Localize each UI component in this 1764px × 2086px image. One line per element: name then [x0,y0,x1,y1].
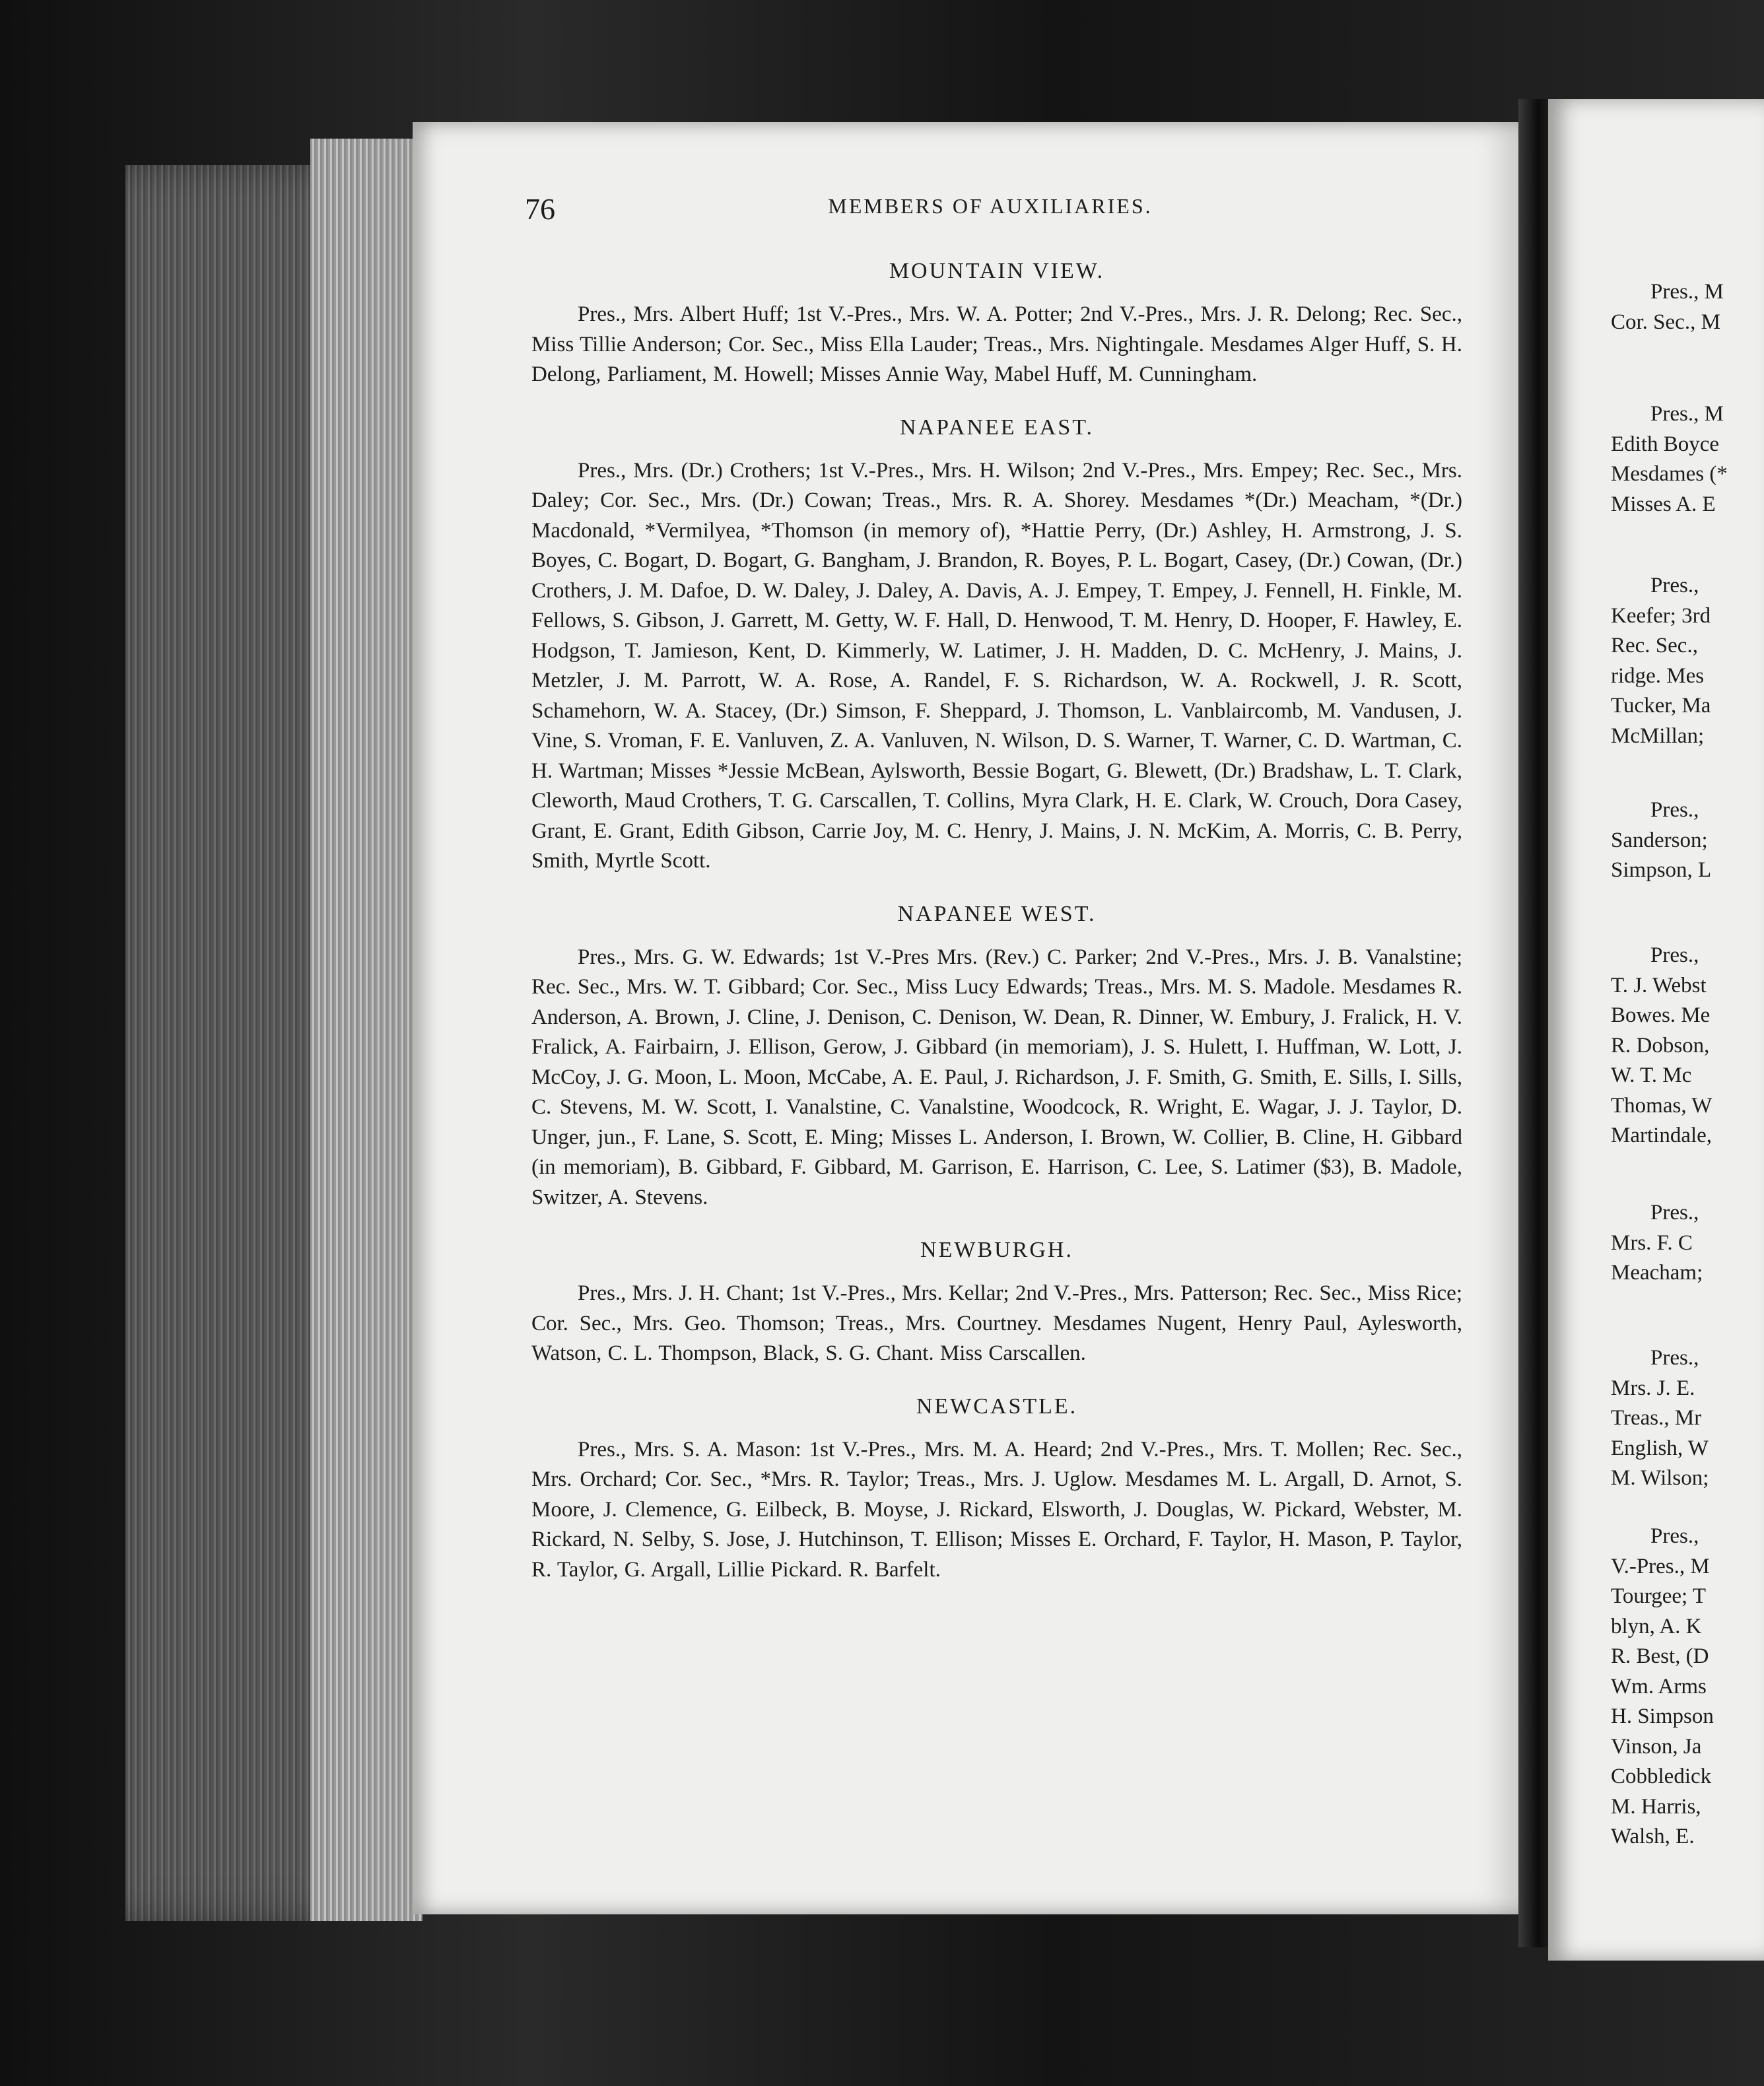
fragment-line: Sanderson; [1611,828,1708,852]
page-content [531,256,1462,1607]
right-page-fragment [1611,399,1764,520]
fragment-line: Meacham; [1611,1261,1703,1285]
fragment-line: Edith Boyce [1611,432,1720,456]
fragment-line: M. Wilson; [1611,1466,1709,1490]
fragment-line: R. Dobson, [1611,1033,1710,1058]
page-number: 76 [525,192,555,226]
section-body: Pres., Mrs. (Dr.) Crothers; 1st V.-Pres., Mrs. H. Wilson; 2nd V.-Pres., Mrs. Empey; Rec. Sec., Mrs. Daley; Cor. Sec., Mrs. (Dr.) Cowan; Treas., Mrs. R. A. Shorey. Mesdames *(Dr.) Meacham, *(Dr.) Macdonald, *Vermilyea, *Thomson (in memory of), *Hattie Perry, (Dr.) Ashley, H. Armstrong, J. S. Boyes, C. Bogart, D. Bogart, G. Bangham, J. Brandon, R. Boyes, P. L. Bogart, Casey, (Dr.) Cowan, (Dr.) Crothers, J. M. Dafoe, D. W. Daley, J. Daley, A. Davis, A. J. Empey, T. Empey, J. Fennell, H. Finkle, M. Fellows, S. Gibson, J. Garrett, M. Getty, W. F. Hall, D. Henwood, T. M. Henry, D. Hooper, F. Hawley, E. Hodgson, T. Jamieson, Kent, D. Kimmerly, W. Latimer, J. H. Madden, D. C. McHenry, J. Mains, J. Metzler, J. M. Parrott, W. A. Rose, A. Randel, F. S. Richardson, W. A. Rockwell, J. R. Scott, Schamehorn, W. A. Stacey, (Dr.) Simson, F. Sheppard, J. Thomson, L. Vanblaircomb, M. Vandusen, J. Vine, S. Vroman, F. E. Vanluven, Z. A. Vanluven, N. Wilson, D. S. Warner, T. Warner, C. D. Wartman, C. H. Wartman; Misses *Jessie McBean, Aylsworth, Bessie Bogart, G. Blewett, (Dr.) Bradshaw, L. T. Clark, Cleworth, Maud Crothers, T. G. Carscallen, T. Collins, Myra Clark, H. E. Clark, W. Crouch, Dora Casey, Grant, E. Grant, Edith Gibson, Carrie Joy, M. C. Henry, J. Mains, J. N. McKim, A. Morris, C. B. Perry, Smith, Myrtle Scott. [531,458,1462,873]
section-title: NAPANEE EAST. [899,415,1095,440]
fragment-line: Pres., [1650,574,1699,597]
fragment-line: Mesdames (* [1611,462,1728,486]
right-page-fragment [1611,795,1764,886]
fragment-line: Bowes. Me [1611,1003,1711,1027]
fragment-line: M. Harris, [1611,1794,1701,1819]
fragment-line: Thomas, W [1611,1093,1713,1118]
section-body: Pres., Mrs. S. A. Mason: 1st V.-Pres., Mrs. M. A. Heard; 2nd V.-Pres., Mrs. T. Mollen; Rec. Sec., Mrs. Orchard; Cor. Sec., *Mrs. R. Taylor; Treas., Mrs. J. Uglow. Mesdames M. L. Argall, D. Arnot, S. Moore, J. Clemence, G. Eilbeck, B. Moyse, J. Rickard, Elsworth, J. Douglas, W. Pickard, Webster, M. Rickard, N. Selby, S. Jose, J. Hutchinson, T. Ellison; Misses E. Orchard, F. Taylor, H. Mason, P. Taylor, R. Taylor, G. Argall, Lillie Pickard. R. Barfelt. [531,1437,1462,1582]
fragment-line: Tucker, Ma [1611,694,1711,718]
section-newburgh [531,1235,1462,1369]
section-newcastle [531,1392,1462,1586]
fragment-line: Cor. Sec., M [1611,310,1720,334]
fragment-line: Rec. Sec., [1611,634,1698,657]
fragment-line: Vinson, Ja [1611,1734,1702,1759]
fragment-line: Pres., M [1650,402,1724,426]
fragment-line: Treas., Mr [1611,1406,1702,1430]
fragment-line: H. Simpson [1611,1704,1714,1728]
fragment-line: Pres., [1650,1346,1699,1370]
fragment-line: blyn, A. K [1611,1614,1702,1638]
fragment-line: Walsh, E. [1611,1825,1695,1848]
section-body: Pres., Mrs. Albert Huff; 1st V.-Pres., Mrs. W. A. Potter; 2nd V.-Pres., Mrs. J. R. Delong; Rec. Sec., Miss Tillie Anderson; Cor. Sec., Miss Ella Lauder; Treas., Mrs. Nightingale. Mesdames Alger Huff, S. H. Delong, Parliament, M. Howell; Misses Annie Way, Mabel Huff, M. Cunningham. [531,302,1462,386]
right-page-fragment [1611,277,1764,337]
section-body: Pres., Mrs. J. H. Chant; 1st V.-Pres., Mrs. Kellar; 2nd V.-Pres., Mrs. Patterson; Rec. Sec., Miss Rice; Cor. Sec., Mrs. Geo. Thomson; Treas., Mrs. Courtney. Mesdames Nugent, Henry Paul, Aylesworth, Watson, C. L. Thompson, Black, S. G. Chant. Miss Carscallen. [531,1281,1462,1365]
fragment-line: Tourgee; T [1611,1584,1707,1608]
fragment-line: Pres., M [1650,280,1724,304]
fragment-line: Wm. Arms [1611,1674,1707,1699]
fragment-line: ridge. Mes [1611,663,1705,688]
section-title: NEWBURGH. [920,1238,1073,1262]
section-napanee-west [531,899,1462,1213]
fragment-line: V.-Pres., M [1611,1554,1710,1578]
fragment-line: Cobbledick [1611,1765,1712,1788]
fragment-line: Misses A. E [1611,492,1716,516]
fragment-line: English, W [1611,1436,1709,1460]
section-title: MOUNTAIN VIEW. [889,259,1105,283]
fragment-line: Keefer; 3rd [1611,603,1711,628]
right-page-fragment [1611,1522,1764,1852]
fragment-line: Pres., [1650,798,1699,822]
section-napanee-east [531,413,1462,877]
section-mountain-view [531,256,1462,390]
fragment-line: McMillan; [1611,723,1705,748]
right-page-fragment [1611,1198,1764,1289]
right-page-fragment [1611,1343,1764,1494]
fragment-line: Simpson, L [1611,858,1712,882]
section-title: NEWCASTLE. [916,1394,1078,1419]
fragment-line: Mrs. F. C [1611,1230,1693,1255]
section-title: NAPANEE WEST. [897,901,1097,926]
section-body: Pres., Mrs. G. W. Edwards; 1st V.-Pres Mrs. (Rev.) C. Parker; 2nd V.-Pres., Mrs. J. B. Vanalstine; Rec. Sec., Mrs. W. T. Gibbard; Cor. Sec., Miss Lucy Edwards; Treas., Mrs. M. S. Madole. Mesdames R. Anderson, A. Brown, J. Cline, J. Denison, C. Denison, W. Dean, R. Dinner, W. Embury, J. Fralick, H. V. Fralick, A. Fairbairn, J. Ellison, Gerow, J. Gibbard (in memoriam), J. S. Hulett, I. Huffman, W. Lott, J. McCoy, J. G. Moon, L. Moon, McCabe, A. E. Paul, J. Richardson, J. F. Smith, G. Smith, E. Sills, I. Sills, C. Stevens, M. W. Scott, I. Vanalstine, C. Vanalstine, Woodcock, R. Wright, E. Wagar, J. J. Taylor, D. Unger, jun., F. Lane, S. Scott, E. Ming; Misses L. Anderson, I. Brown, W. Collier, B. Cline, H. Gibbard (in memoriam), B. Gibbard, F. Gibbard, M. Garrison, E. Harrison, C. Lee, S. Latimer ($3), B. Madole, Switzer, A. Stevens. [531,945,1462,1209]
running-head: MEMBERS OF AUXILIARIES. [828,194,1153,218]
fragment-line: T. J. Webst [1611,973,1707,997]
page-edges [310,139,423,1921]
fragment-line: Martindale, [1611,1124,1713,1147]
right-page-fragment [1611,941,1764,1151]
fragment-line: R. Best, (D [1611,1644,1709,1668]
page-header [525,191,1456,231]
fragment-line: Pres., [1650,1201,1699,1225]
fragment-line: Pres., [1650,1524,1699,1548]
fragment-line: W. T. Mc [1611,1063,1692,1087]
fragment-line: Mrs. J. E. [1611,1376,1695,1400]
right-page-fragment [1611,571,1764,751]
fragment-line: Pres., [1650,943,1699,967]
